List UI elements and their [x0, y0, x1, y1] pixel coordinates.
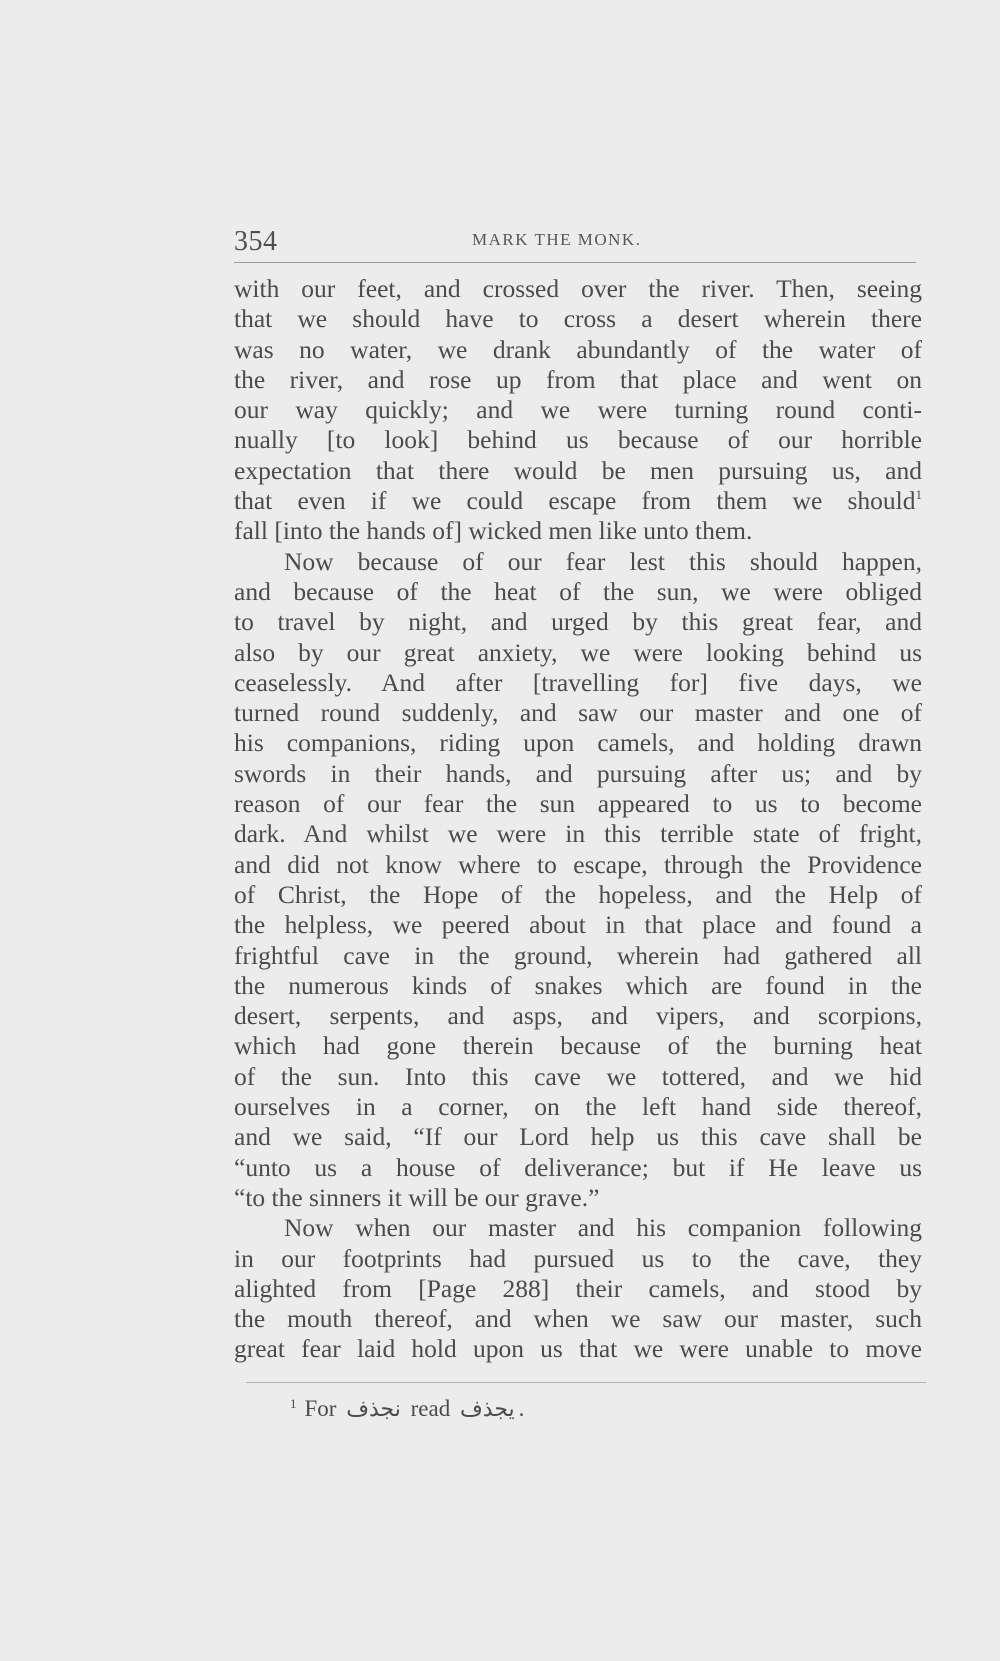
text-line: nually [to look] behind us because of our horrible [234, 425, 922, 455]
text-line: and did not know where to escape, through the Providence [234, 849, 922, 879]
text-line: ceaselessly. And after [travelling for] five days, we [234, 667, 922, 697]
footnote-reference: 1 [915, 487, 922, 503]
text-line: to travel by night, and urged by this great fear, and [234, 607, 922, 637]
footnote-mark: 1 [290, 1396, 297, 1411]
text-line: his companions, riding upon camels, and holding drawn [234, 728, 922, 758]
text-line: which had gone therein because of the burning heat [234, 1031, 922, 1061]
text-line: the river, and rose up from that place and went on [234, 364, 922, 394]
text-line-with-footnote-ref [234, 486, 922, 516]
body-text [234, 274, 922, 1365]
text-line: in our footprints had pursued us to the cave, they [234, 1243, 922, 1273]
text-line: frightful cave in the ground, wherein had gathered all [234, 940, 922, 970]
text-line: with our feet, and crossed over the river. Then, seeing [234, 274, 922, 303]
text-line: fall [into the hands of] wicked men like unto them. [234, 516, 753, 546]
footnote-syriac-word-corrected: يجذف [459, 1396, 515, 1421]
text-line: and we said, “If our Lord help us this cave shall be [234, 1122, 922, 1152]
footnote-middle: read [410, 1396, 451, 1421]
footnote-prefix: For [304, 1396, 337, 1421]
text-line: also by our great anxiety, we were looking behind us [234, 637, 922, 667]
text-line: dark. And whilst we were in this terrible state of fright, [234, 819, 922, 849]
text-line: the mouth thereof, and when we saw our master, such [234, 1304, 922, 1334]
text-line: of the sun. Into this cave we tottered, and we hid [234, 1061, 922, 1091]
page-header [234, 226, 916, 262]
text-line: desert, serpents, and asps, and vipers, and scorpions, [234, 1001, 922, 1031]
text-line: ourselves in a corner, on the left hand side thereof, [234, 1092, 922, 1122]
text-line: was no water, we drank abundantly of the water of [234, 334, 922, 364]
footnote-suffix: . [518, 1396, 525, 1421]
running-head: MARK THE MONK. [472, 230, 642, 249]
text-line: great fear laid hold upon us that we were unable to move [234, 1334, 922, 1364]
footnote-syriac-word-original: نجذف [346, 1396, 401, 1421]
text-line: our way quickly; and we were turning round conti- [234, 395, 922, 425]
text-line: “unto us a house of deliverance; but if He leave us [234, 1152, 922, 1182]
text-line-content: that even if we could escape from them we should [234, 486, 916, 516]
text-line: of Christ, the Hope of the hopeless, and the Help of [234, 879, 922, 909]
text-line: the numerous kinds of snakes which are found in the [234, 970, 922, 1000]
text-line: the helpless, we peered about in that place and found a [234, 910, 922, 940]
text-line: reason of our fear the sun appeared to us to become [234, 789, 922, 819]
text-line: swords in their hands, and pursuing after us; and by [234, 758, 922, 788]
footnote [290, 1396, 524, 1422]
page-number: 354 [234, 226, 278, 257]
text-line: and because of the heat of the sun, we were obliged [234, 576, 922, 606]
text-line: alighted from [Page 288] their camels, and stood by [234, 1273, 922, 1303]
text-line: expectation that there would be men pursuing us, and [234, 455, 922, 485]
header-rule [234, 262, 916, 263]
text-line: turned round suddenly, and saw our master and one of [234, 698, 922, 728]
paragraph-first-line: Now because of our fear lest this should happen, [284, 546, 922, 576]
footnote-rule [246, 1382, 926, 1383]
text-line: “to the sinners it will be our grave.” [234, 1182, 600, 1212]
paragraph-first-line: Now when our master and his companion following [284, 1213, 922, 1243]
text-line: that we should have to cross a desert wherein there [234, 304, 922, 334]
